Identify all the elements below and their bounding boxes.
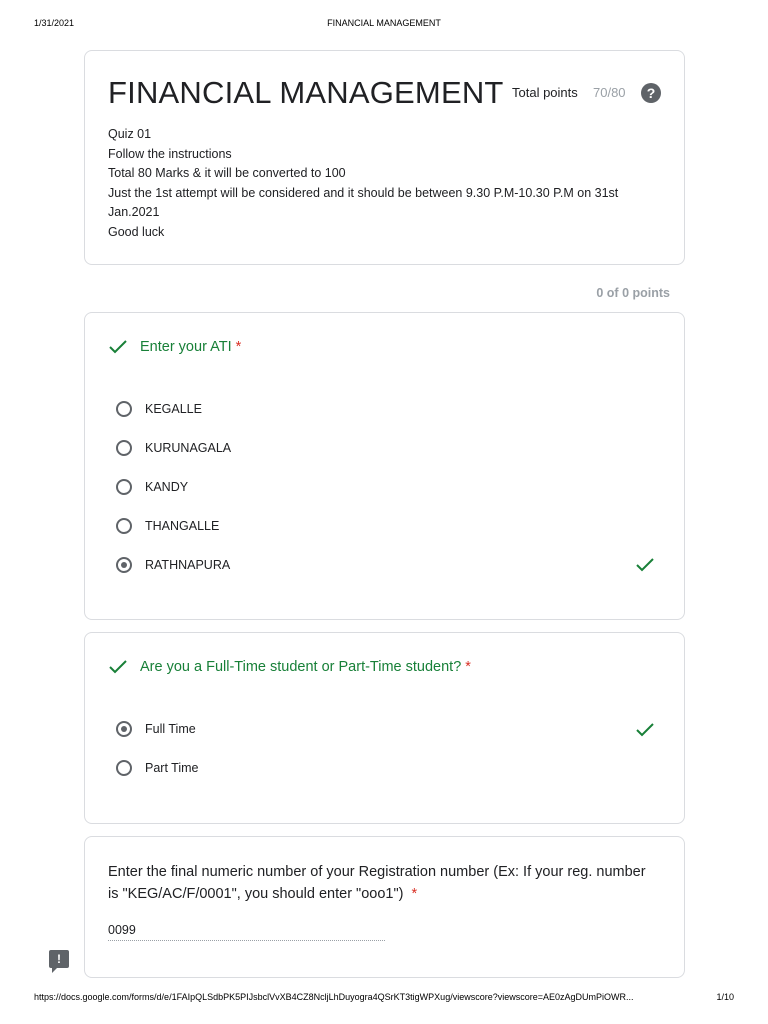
radio-button[interactable]	[116, 401, 132, 417]
radio-option-full-time[interactable]	[116, 719, 196, 739]
radio-button-selected[interactable]	[116, 721, 132, 737]
option-label: Full Time	[145, 722, 196, 736]
radio-option-kegalle[interactable]	[116, 399, 202, 419]
required-asterisk: *	[465, 659, 471, 675]
radio-option-kandy[interactable]	[116, 477, 188, 497]
print-footer	[0, 992, 768, 1006]
correct-check-icon	[108, 339, 128, 355]
correct-answer-check-icon	[635, 722, 655, 738]
form-title: FINANCIAL MANAGEMENT	[108, 75, 504, 110]
radio-button-selected[interactable]	[116, 557, 132, 573]
question-text: Enter the final numeric number of your Registration number (Ex: If your reg. number is "KEG/AC/F/0001", you should enter "ooo1")	[108, 864, 646, 902]
radio-button[interactable]	[116, 518, 132, 534]
description-line: Good luck	[108, 224, 165, 239]
description-line: Just the 1st attempt will be considered and it should be between 9.30 P.M-10.30 P.M on 31st	[108, 185, 619, 200]
description-line: Follow the instructions	[108, 146, 232, 161]
description-line: Total 80 Marks & it will be converted to 100	[108, 166, 346, 180]
option-label: Part Time	[145, 761, 199, 775]
help-icon[interactable]: ?	[641, 83, 661, 103]
question-card-registration	[84, 836, 685, 978]
option-label: RATHNAPURA	[145, 558, 231, 572]
page-number: 1/10	[716, 992, 734, 1002]
feedback-icon[interactable]: !	[49, 950, 69, 968]
print-header	[0, 18, 768, 32]
radio-button[interactable]	[116, 760, 132, 776]
question-title	[108, 339, 241, 355]
question-title	[108, 659, 471, 675]
radio-button[interactable]	[116, 440, 132, 456]
required-asterisk: *	[411, 886, 418, 902]
radio-option-part-time[interactable]	[116, 758, 199, 778]
required-asterisk: *	[235, 339, 242, 355]
page-url: https://docs.google.com/forms/d/e/1FAIpQLSdbPK5PIJsbclVvXB4CZ8NcljLhDuyogra4QSrKT3tigWPXug/viewscore?viewscore=AE0zAgDUmPiOWR...	[34, 992, 634, 1002]
correct-answer-check-icon	[635, 557, 655, 573]
description-line: Jan.2021	[108, 205, 160, 219]
radio-button[interactable]	[116, 479, 132, 495]
question-card-study-mode	[84, 632, 685, 824]
description-line: Quiz 01	[108, 127, 152, 141]
total-score: 70/80	[593, 85, 626, 100]
form-description	[108, 125, 668, 242]
print-date: 1/31/2021	[34, 18, 75, 28]
question-card-ati	[84, 312, 685, 620]
radio-option-thangalle[interactable]	[116, 516, 219, 536]
radio-option-rathnapura[interactable]	[116, 555, 230, 575]
question-text: Enter your ATI	[140, 339, 232, 355]
answer-text-field[interactable]: 0099	[108, 923, 385, 941]
option-label: KANDY	[145, 480, 189, 494]
form-header-card	[84, 50, 685, 265]
total-points-label: Total points	[512, 85, 578, 100]
option-label: KEGALLE	[145, 402, 202, 416]
question-title	[108, 861, 648, 905]
print-title: FINANCIAL MANAGEMENT	[327, 18, 441, 28]
question-text: Are you a Full-Time student or Part-Time student?	[140, 659, 462, 675]
correct-check-icon	[108, 659, 128, 675]
section-points: 0 of 0 points	[596, 286, 670, 300]
option-label: KURUNAGALA	[145, 441, 232, 455]
option-label: THANGALLE	[145, 519, 220, 533]
radio-option-kurunagala[interactable]	[116, 438, 231, 458]
